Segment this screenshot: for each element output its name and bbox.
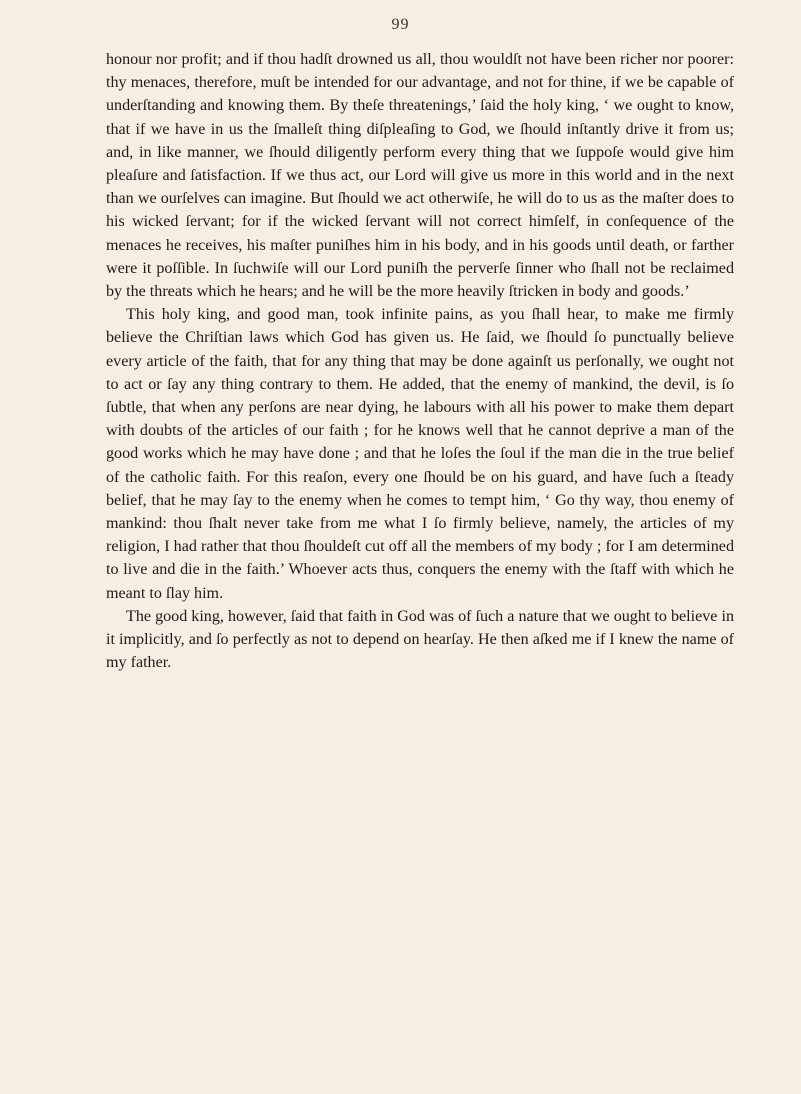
body-text (106, 48, 734, 674)
page-number: 99 (391, 16, 410, 33)
paragraph-continued: honour nor profit; and if thou hadſt drowned us all, thou wouldſt not have been richer nor poorer: thy menaces, therefore, muſt be intended for our advantage, and not for thine, if we be capable of underſtanding and knowing them. By theſe threatenings,’ ſaid the holy king, ‘ we ought to know, that if we have in us the ſmalleſt thing diſpleaſing to God, we ſhould inſtantly drive it from us; and, in like manner, we ſhould diligently perform every thing that we ſuppoſe would give him pleaſure and ſatisfaction. If we thus act, our Lord will give us more in this world and in the next than we ourſelves can imagine. But ſhould we act otherwiſe, he will do to us as the maſter does to his wicked ſervant; for if the wicked ſervant will not correct himſelf, in conſequence of the menaces he receives, his maſter puniſhes him in his body, and in his goods until death, or farther were it poſſible. In ſuchwiſe will our Lord puniſh the perverſe ſinner who ſhall not be reclaimed by the threats which he hears; and he will be the more heavily ſtricken in body and goods.’ (106, 51, 734, 301)
paragraph-holy-king: This holy king, and good man, took infinite pains, as you ſhall hear, to make me firmly believe the Chriſtian laws which God has given us. He ſaid, we ſhould ſo punctually believe every article of the faith, that for any thing that may be done againſt us perſonally, we ought not to act or ſay any thing contrary to them. He added, that the enemy of mankind, the devil, is ſo ſubtle, that when any perſons are near dying, he labours with all his power to make them depart with doubts of the articles of our faith ; for he knows well that he cannot deprive a man of the good works which he may have done ; and that he loſes the ſoul if the man die in the true belief of the catholic faith. For this reaſon, every one ſhould be on his guard, and have ſuch a ſteady belief, that he may ſay to the enemy when he comes to tempt him, ‘ Go thy way, thou enemy of mankind: thou ſhalt never take from me what I ſo firmly believe, namely, the articles of my religion, I had rather that thou ſhouldeſt cut off all the members of my body ; for I am determined to live and die in the faith.’ Whoever acts thus, conquers the enemy with the ſtaff with which he meant to ſlay him. (106, 306, 734, 602)
paragraph-good-king: The good king, however, ſaid that faith in God was of ſuch a nature that we ought to believe in it implicitly, and ſo perfectly as not to depend on hearſay. He then aſked me if I knew the name of my father. (106, 607, 734, 672)
